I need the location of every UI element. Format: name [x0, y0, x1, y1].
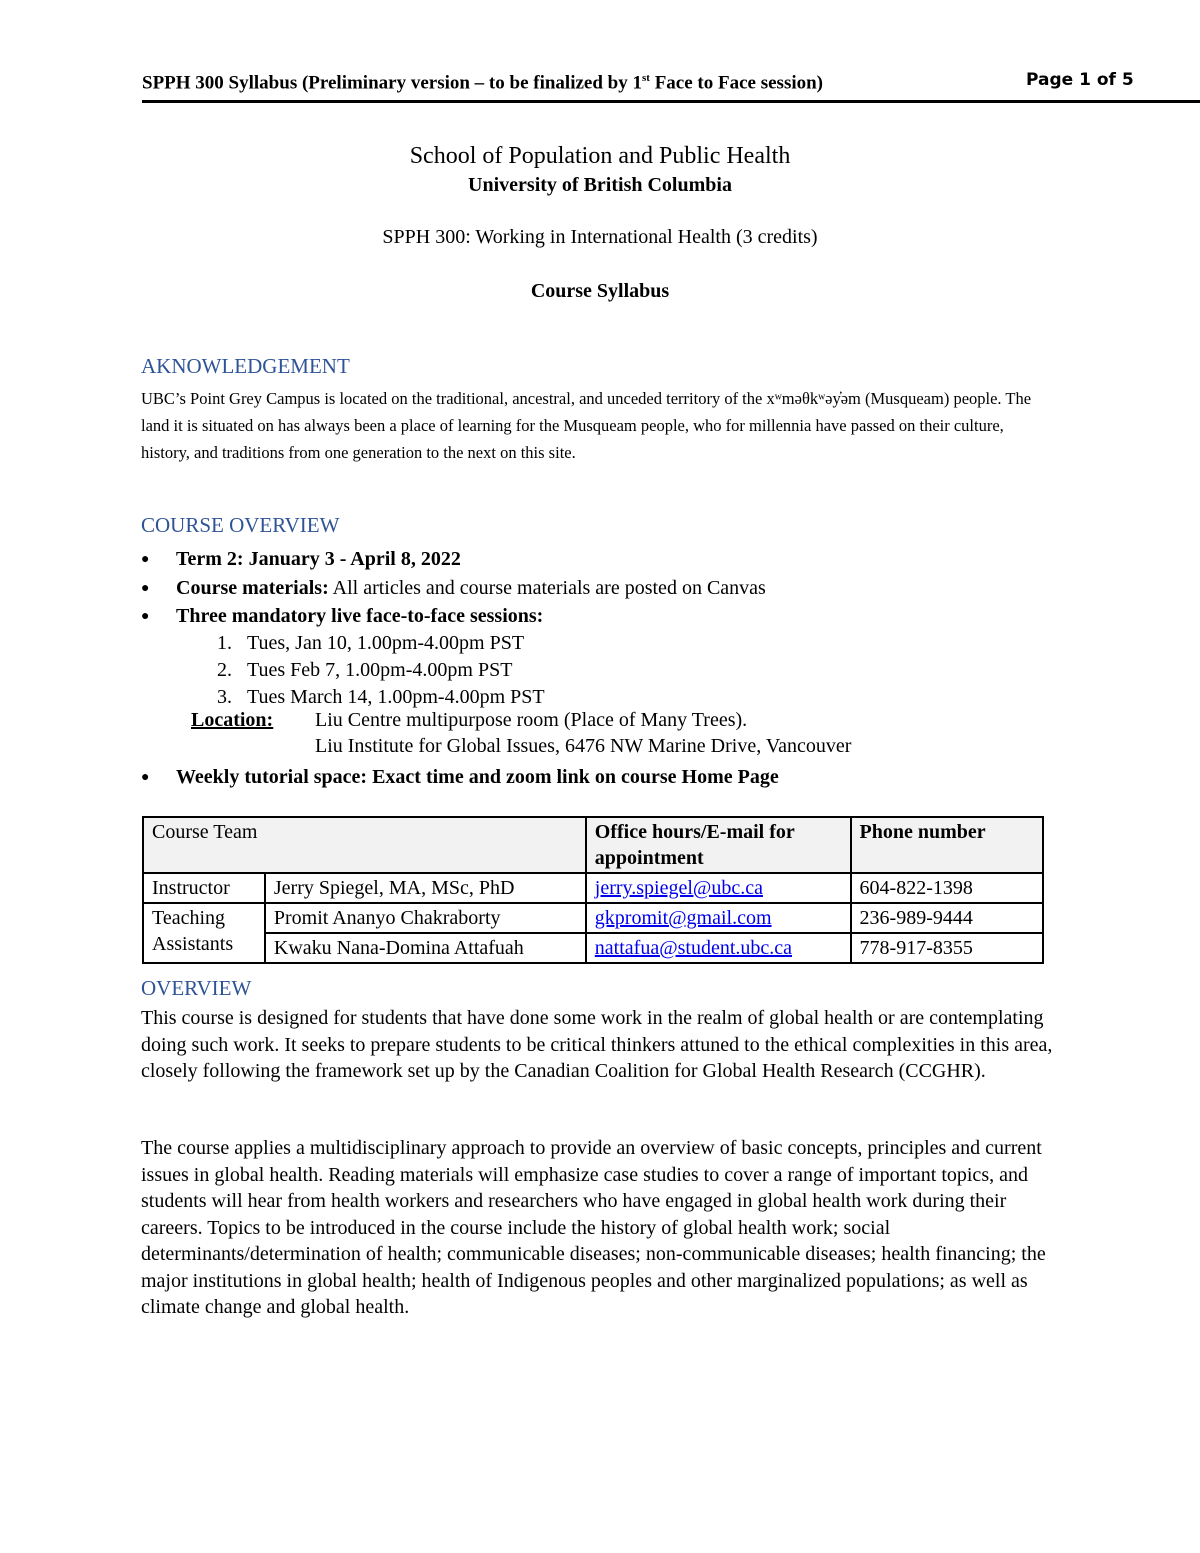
- session-number: 2.: [217, 659, 232, 681]
- sessions-bullet: [141, 603, 543, 630]
- table-row: [143, 903, 1043, 933]
- table-row: [143, 873, 1043, 903]
- bullet-dot-icon: ●: [141, 552, 150, 567]
- sessions-label: Three mandatory live face-to-face sessions:: [176, 605, 544, 627]
- header-office-hours: Office hours/E-mail for appointment: [586, 817, 851, 873]
- course-overview-heading: COURSE OVERVIEW: [141, 513, 340, 537]
- email-cell: [586, 933, 851, 963]
- phone-cell: 236-989-9444: [851, 903, 1043, 933]
- header-title-part-a: SPPH 300 Syllabus (Preliminary version – to be finalized by 1: [142, 72, 642, 94]
- header-title-superscript: st: [642, 72, 650, 84]
- overview-paragraph-2: The course applies a multidisciplinary approach to provide an overview of basic concepts, principles and current issues in global health. Reading materials will emphasize case studies to cover a range of important topics, and students will hear from health workers and researchers who have engaged in global health work during their careers. Topics to be introduced in the course include the history of global health work; social determinants/determination of health; communicable diseases; non-communicable diseases; health financing; the major institutions in global health; health of Indigenous peoples and other marginalized populations; as well as climate change and global health.: [141, 1137, 1046, 1318]
- session-number: 3.: [217, 686, 232, 708]
- header-title: [142, 72, 823, 94]
- role-cell: [143, 903, 265, 963]
- phone-cell: 604-822-1398: [851, 873, 1043, 903]
- session-number: 1.: [217, 632, 232, 654]
- role-text-line-1: Teaching: [152, 907, 226, 929]
- role-cell: Instructor: [143, 873, 265, 903]
- table-row: [143, 933, 1043, 963]
- university-title: University of British Columbia: [468, 174, 732, 196]
- term-bullet: [141, 546, 461, 573]
- bullet-dot-icon: ●: [141, 581, 150, 596]
- session-item: [217, 630, 524, 656]
- session-item: [217, 657, 512, 683]
- school-title: School of Population and Public Health: [409, 143, 791, 169]
- phone-cell: 778-917-8355: [851, 933, 1043, 963]
- tutorial-bullet: [141, 764, 779, 791]
- name-cell: Kwaku Nana-Domina Attafuah: [265, 933, 586, 963]
- table-header-row: [143, 817, 1043, 873]
- document-type: Course Syllabus: [530, 280, 670, 302]
- bullet-dot-icon: ●: [141, 609, 150, 624]
- session-text: Tues Feb 7, 1.00pm-4.00pm PST: [247, 659, 513, 681]
- page-number: Page 1 of 5: [1026, 70, 1134, 90]
- header-title-part-b: Face to Face session): [649, 72, 824, 94]
- email-cell: [586, 903, 851, 933]
- email-cell: [586, 873, 851, 903]
- header-phone: Phone number: [851, 817, 1043, 873]
- acknowledgement-text: UBC’s Point Grey Campus is located on the traditional, ancestral, and unceded territory of the xʷməθkʷəy̓əm (Musqueam) people. The land it is situated on has always been a place of learning for the Musqueam people, who for millennia have passed on their culture, history, and traditions from one generation to the next on this site.: [141, 389, 1032, 462]
- ta2-email-link[interactable]: nattafua@student.ubc.ca: [594, 937, 793, 959]
- bullet-dot-icon: ●: [141, 770, 150, 785]
- course-title: SPPH 300: Working in International Health (3 credits): [382, 226, 818, 248]
- location-line-2: Liu Institute for Global Issues, 6476 NW Marine Drive, Vancouver: [315, 735, 852, 757]
- page-header: [142, 70, 1200, 103]
- session-text: Tues, Jan 10, 1.00pm-4.00pm PST: [247, 632, 525, 654]
- ta1-email-link[interactable]: gkpromit@gmail.com: [594, 907, 772, 929]
- role-text-line-2: Assistants: [152, 933, 234, 955]
- name-cell: Jerry Spiegel, MA, MSc, PhD: [265, 873, 586, 903]
- materials-label: Course materials:: [176, 577, 329, 599]
- materials-text: All articles and course materials are posted on Canvas: [328, 577, 766, 599]
- session-item: [217, 684, 545, 710]
- acknowledgement-heading: AKNOWLEDGEMENT: [141, 354, 350, 378]
- overview-heading: OVERVIEW: [141, 976, 252, 1000]
- location-label: Location:: [191, 709, 274, 731]
- tutorial-text: Weekly tutorial space: Exact time and zoom link on course Home Page: [176, 766, 779, 788]
- session-text: Tues March 14, 1.00pm-4.00pm PST: [247, 686, 545, 708]
- materials-bullet: [141, 575, 766, 602]
- name-cell: Promit Ananyo Chakraborty: [265, 903, 586, 933]
- instructor-email-link[interactable]: jerry.spiegel@ubc.ca: [594, 877, 763, 899]
- overview-paragraph-1: This course is designed for students that have done some work in the realm of global health or are contemplating doing such work. It seeks to prepare students to be critical thinkers attuned to the ethical complexities in this area, closely following the framework set up by the Canadian Coalition for Global Health Research (CCGHR).: [141, 1007, 1053, 1082]
- location-line-1: Liu Centre multipurpose room (Place of Many Trees).: [315, 709, 748, 731]
- course-team-table: [142, 816, 1044, 964]
- term-text: Term 2: January 3 - April 8, 2022: [176, 548, 461, 570]
- header-course-team: Course Team: [143, 817, 586, 873]
